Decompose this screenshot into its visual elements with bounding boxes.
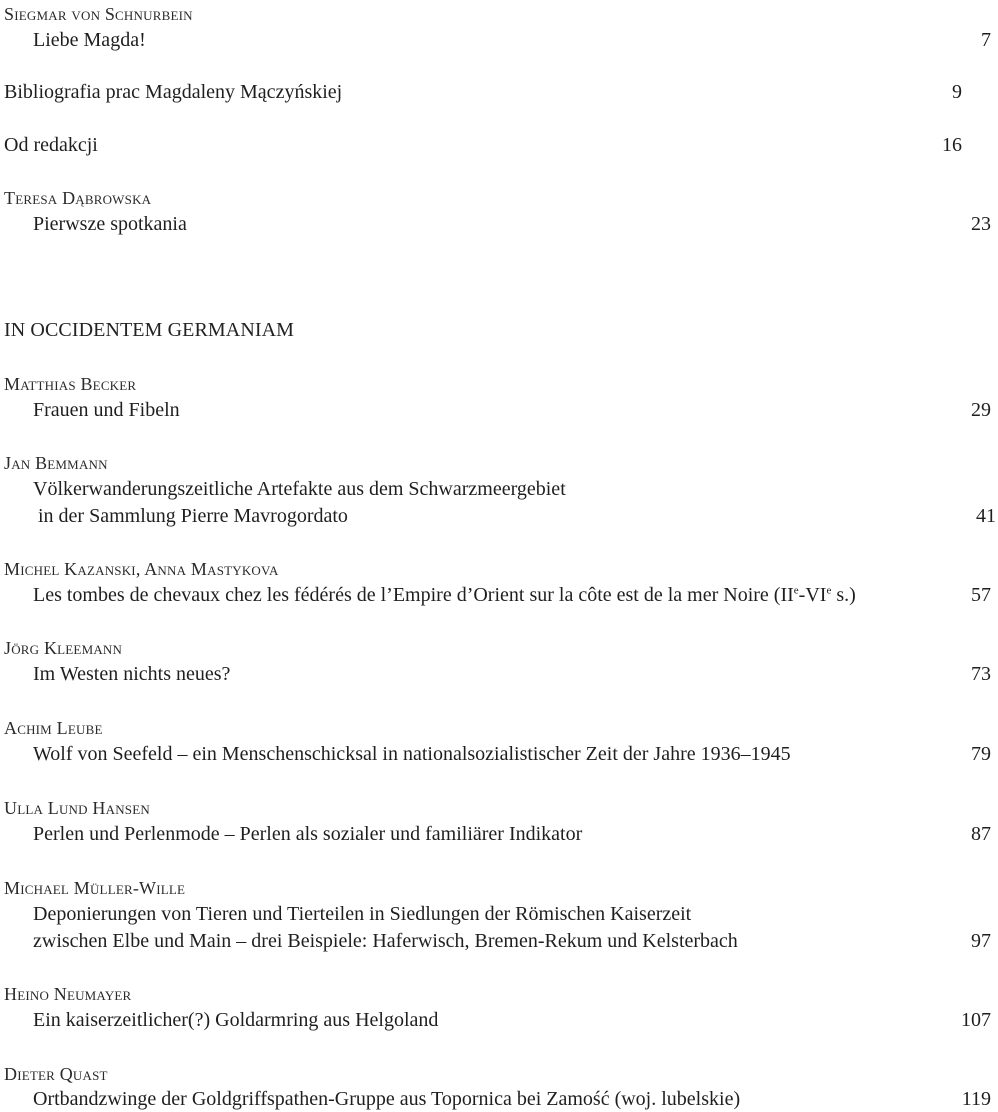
entry-title <box>0 28 993 52</box>
entry-title-text: Frauen und Fibeln <box>33 399 180 421</box>
entry-title <box>0 583 993 607</box>
entry-title-text: Ortbandzwinge der Goldgriffspathen-Gruppe aus Topornica bei Zamość (woj. lubelskie) <box>33 1088 741 1110</box>
entry-page-number: 119 <box>961 1088 991 1110</box>
entry-author: Achim Leube <box>4 718 103 738</box>
entry-title <box>0 742 993 766</box>
entry-page-number: 57 <box>971 584 991 606</box>
entry-title-text: Wolf von Seefeld – ein Menschenschicksal in nationalsozialistischer Zeit der Jahre 1936–1945 <box>33 743 791 765</box>
entry-page-number: 16 <box>942 134 962 156</box>
entry-page-number: 73 <box>971 663 991 685</box>
entry-title <box>0 662 993 686</box>
section-heading: IN OCCIDENTEM GERMANIAM <box>4 319 295 341</box>
entry-page-number: 41 <box>976 505 996 527</box>
entry-page-number: 79 <box>971 743 991 765</box>
entry-title-text <box>33 584 856 606</box>
entry-title-text: Od redakcji <box>4 134 98 156</box>
entry-page-number: 9 <box>952 81 962 103</box>
entry-title <box>0 822 993 846</box>
entry-page-number: 107 <box>961 1009 991 1031</box>
entry-title <box>0 398 993 422</box>
entry-title-text: Liebe Magda! <box>33 29 146 51</box>
superscript: e <box>826 584 832 597</box>
entry-author: Michael Müller-Wille <box>4 878 186 898</box>
entry-page-number: 7 <box>981 29 991 51</box>
entry-title <box>0 80 964 104</box>
entry-page-number: 23 <box>971 213 991 235</box>
entry-author: Matthias Becker <box>4 374 137 394</box>
entry-author: Siegmar von Schnurbein <box>4 4 193 24</box>
entry-title-text: in der Sammlung Pierre Mavrogordato <box>38 505 348 527</box>
entry-author: Michel Kazanski, Anna Mastykova <box>4 559 279 579</box>
entry-author: Heino Neumayer <box>4 984 132 1004</box>
entry-title-part: Les tombes de chevaux chez les fédérés de l’Empire d’Orient sur la côte est de la mer Noire (II <box>33 584 794 606</box>
entry-title-text: Deponierungen von Tieren und Tierteilen in Siedlungen der Römischen Kaiserzeit <box>33 903 692 925</box>
entry-title-text: Perlen und Perlenmode – Perlen als sozialer und familiärer Indikator <box>33 823 583 845</box>
entry-page-number: 87 <box>971 823 991 845</box>
entry-title-text: Ein kaiserzeitlicher(?) Goldarmring aus Helgoland <box>33 1009 439 1031</box>
entry-title-text: zwischen Elbe und Main – drei Beispiele: Haferwisch, Bremen-Rekum und Kelsterbach <box>33 930 738 952</box>
entry-author: Dieter Quast <box>4 1064 108 1084</box>
entry-title <box>0 1008 993 1032</box>
entry-title <box>0 133 964 157</box>
entry-title-continuation <box>0 929 993 953</box>
entry-title <box>0 1087 993 1111</box>
entry-author: Jan Bemmann <box>4 453 108 473</box>
entry-title-part: s.) <box>831 584 856 606</box>
entry-author: Teresa Dąbrowska <box>4 188 152 208</box>
entry-title-text: Pierwsze spotkania <box>33 213 187 235</box>
entry-title-text: Im Westen nichts neues? <box>33 663 231 685</box>
entry-title-part: -VI <box>798 584 827 606</box>
entry-author: Ulla Lund Hansen <box>4 798 150 818</box>
superscript: e <box>793 584 799 597</box>
entry-title <box>0 212 993 236</box>
entry-title <box>0 477 993 501</box>
entry-title-continuation <box>0 504 998 528</box>
entry-page-number: 97 <box>971 930 991 952</box>
entry-author: Jörg Kleemann <box>4 638 123 658</box>
entry-page-number: 29 <box>971 399 991 421</box>
entry-title-text: Völkerwanderungszeitliche Artefakte aus dem Schwarzmeergebiet <box>33 478 566 500</box>
entry-title-text: Bibliografia prac Magdaleny Mączyńskiej <box>4 81 343 103</box>
entry-title <box>0 902 993 926</box>
